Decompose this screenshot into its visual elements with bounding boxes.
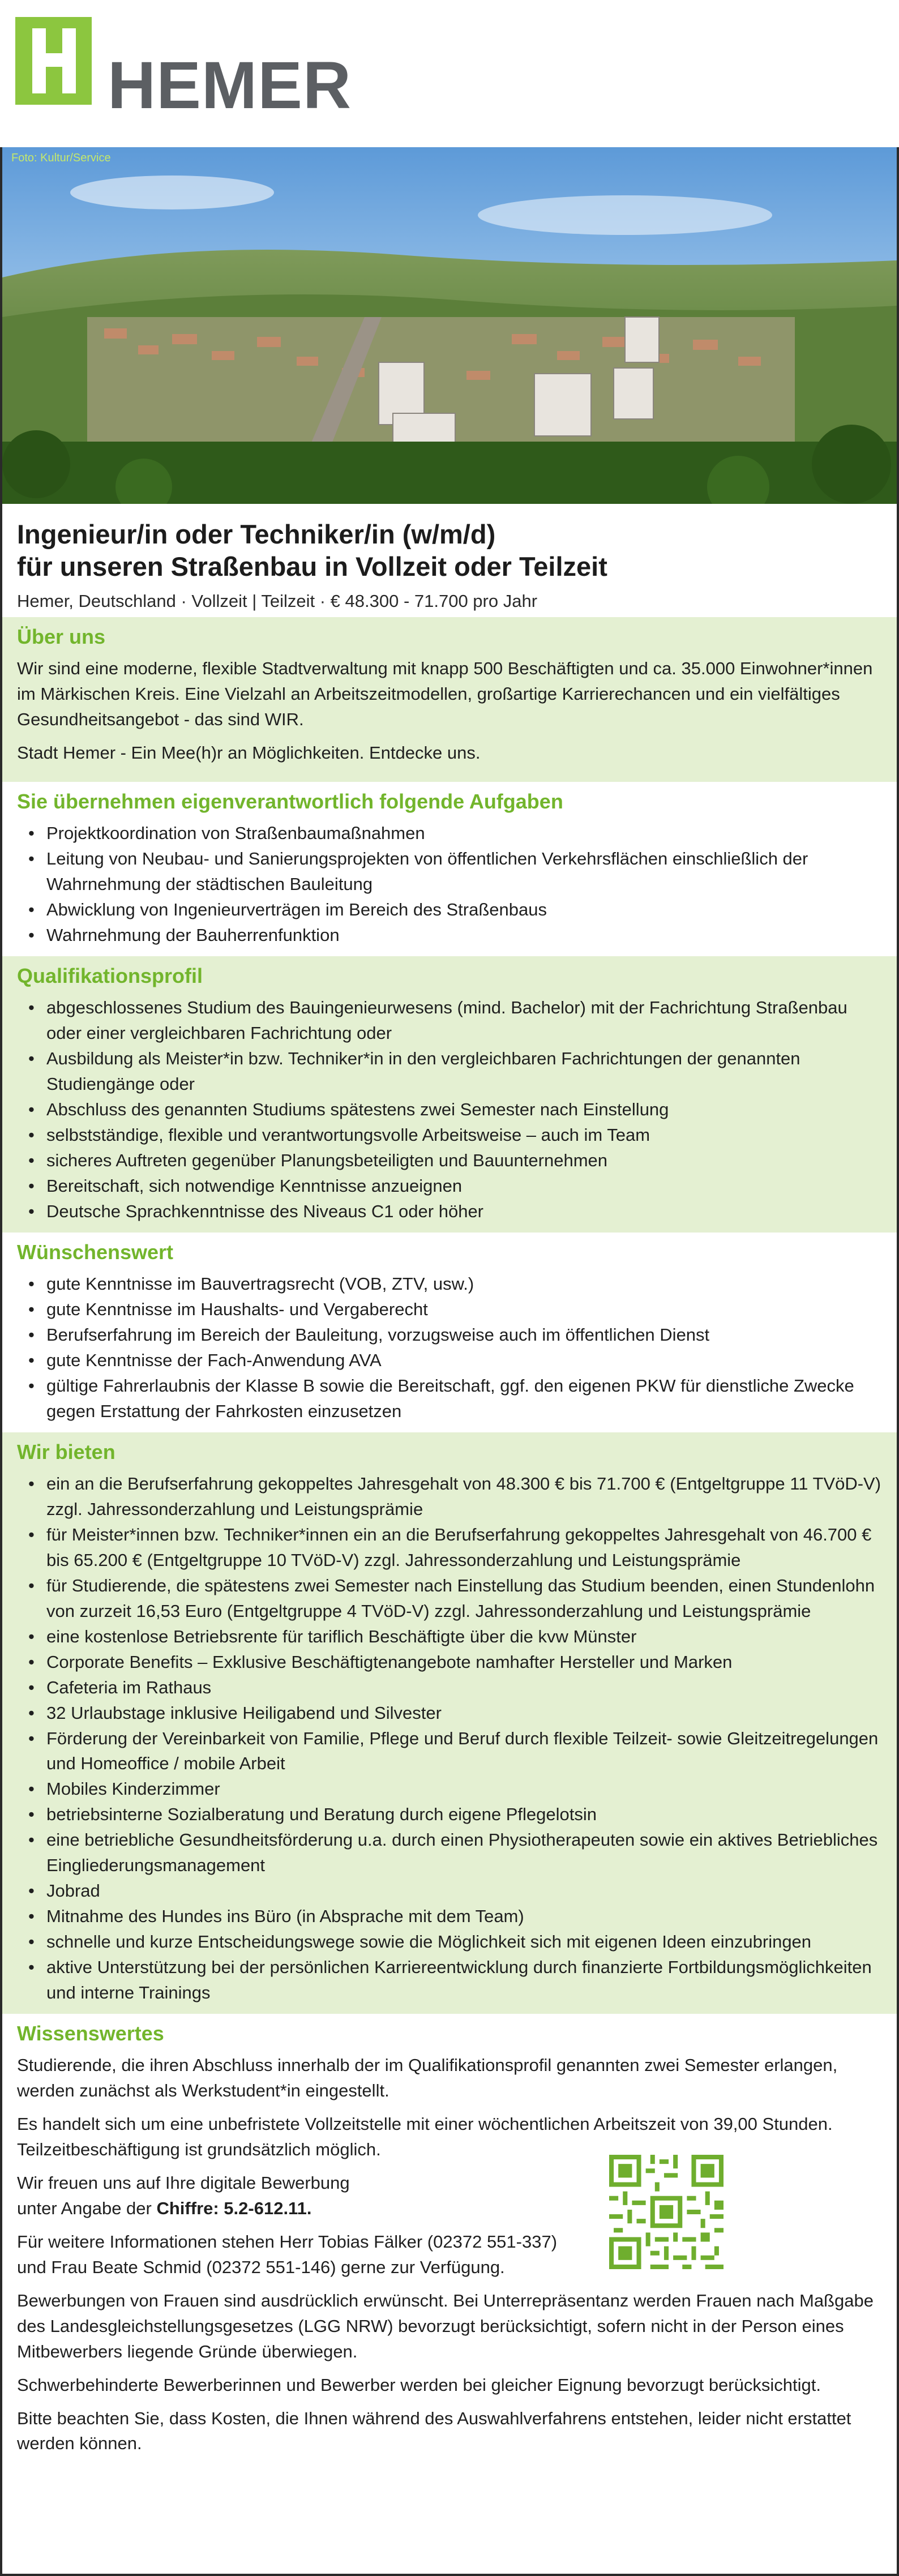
list-item: • Abwicklung von Ingenieurverträgen im Bereich des Straßenbaus (46, 897, 882, 923)
list-item: • Corporate Benefits – Exklusive Beschäftigtenangebote namhafter Hersteller und Marken (46, 1650, 882, 1675)
list-item: • gültige Fahrerlaubnis der Klasse B sowie die Bereitschaft, ggf. den eigenen PKW für dienstliche Zwecke gegen Erstattung der Fahrkosten einzusetzen (46, 1373, 882, 1424)
list-item: • Mitnahme des Hundes ins Büro (in Absprache mit dem Team) (46, 1904, 882, 1929)
section-heading: Wissenswertes (17, 2021, 164, 2045)
paragraph-equality: Bewerbungen von Frauen sind ausdrücklich erwünscht. Bei Unterrepräsentanz werden Frauen nach Maßgabe des Landesgleichstellungsgesetzes (LGG NRW) bevorzugt berücksichtigt, sofern nicht in der Person eines Mitbewerbers liegende Gründe überwiegen. (17, 2290, 874, 2361)
logo-wordmark: HEMER (108, 48, 352, 123)
list-item: • 32 Urlaubstage inklusive Heiligabend und Silvester (46, 1701, 882, 1726)
contact-info (17, 2230, 882, 2280)
list-item: • für Studierende, die spätestens zwei Semester nach Einstellung das Studium beenden, einen Stundenlohn von zurzeit 16,53 Euro (Entgeltgruppe 4 TVöD-V) zzgl. Jahressonderzahlung und Leistungsprämie (46, 1573, 882, 1624)
list-item: • für Meister*innen bzw. Techniker*innen ein an die Berufserfahrung gekoppeltes Jahresgehalt von 46.700 € bis 65.200 € (Entgeltgruppe 10 TVöD-V) zzgl. Jahressonderzahlung und Leistungsprämie (46, 1522, 882, 1573)
list-item: • Abschluss des genannten Studiums spätestens zwei Semester nach Einstellung (46, 1097, 882, 1123)
section-heading: Wünschenswert (17, 1240, 174, 1264)
list-item: • gute Kenntnisse im Haushalts- und Vergaberecht (46, 1297, 882, 1323)
application-block (17, 2171, 882, 2280)
section-wissenswertes (2, 2014, 897, 2473)
list-item: • betriebsinterne Sozialberatung und Beratung durch eigene Pflegelotsin (46, 1802, 882, 1828)
section-aufgaben (2, 782, 897, 956)
list-item: • Jobrad (46, 1878, 882, 1904)
application-instruction (17, 2171, 882, 2222)
apply-line-2: unter Angabe der (17, 2198, 157, 2218)
job-posting (2, 504, 897, 2574)
list-item: • Deutsche Sprachkenntnisse des Niveaus C1 oder höher (46, 1199, 882, 1225)
list-item: • eine kostenlose Betriebsrente für tariflich Beschäftigte über die kvw Münster (46, 1624, 882, 1650)
list-item: • Wahrnehmung der Bauherrenfunktion (46, 923, 882, 948)
section-ueber-uns (2, 617, 897, 782)
list-item: • Mobiles Kinderzimmer (46, 1777, 882, 1802)
list-item: • abgeschlossenes Studium des Bauingenieurwesens (mind. Bachelor) mit der Fachrichtung Straßenbau oder einer vergleichbaren Fachrichtung oder (46, 995, 882, 1046)
list-item: • Leitung von Neubau- und Sanierungsprojekten von öffentlichen Verkehrsflächen einschließlich der Wahrnehmung der städtischen Bauleitung (46, 846, 882, 897)
section-heading: Sie übernehmen eigenverantwortlich folgende Aufgaben (17, 789, 563, 813)
paragraph: Studierende, die ihren Abschluss innerhalb der im Qualifikationsprofil genannten zwei Semester erlangen, werden zunächst als Werkstudent*in eingestellt. (17, 2055, 838, 2101)
list-item: • Förderung der Vereinbarkeit von Familie, Pflege und Beruf durch flexible Teilzeit- sowie Gleitzeitregelungen und Homeoffice / mobile Arbeit (46, 1726, 882, 1777)
list-item: • ein an die Berufserfahrung gekoppeltes Jahresgehalt von 48.300 € bis 71.700 € (Entgeltgruppe 11 TVöD-V) zzgl. Jahressonderzahlung und Leistungsprämie (46, 1471, 882, 1522)
qualification-list (17, 995, 882, 1224)
list-item: • eine betriebliche Gesundheitsförderung u.a. durch einen Physiotherapeuten sowie ein aktives Betriebliches Eingliederungsmanagement (46, 1828, 882, 1878)
list-item: • aktive Unterstützung bei der persönlichen Karriereentwicklung durch finanzierte Fortbildungsmöglichkeiten und interne Trainings (46, 1955, 882, 2006)
section-heading: Über uns (17, 624, 106, 648)
section-heading: Wir bieten (17, 1440, 115, 1464)
list-item: • gute Kenntnisse der Fach-Anwendung AVA (46, 1348, 882, 1373)
list-item: • Projektkoordination von Straßenbaumaßnahmen (46, 821, 882, 846)
contact-line-1: Für weitere Informationen stehen Herr Tobias Fälker (02372 551-337) (17, 2231, 558, 2252)
section-qualifikation (2, 956, 897, 1233)
list-item: • schnelle und kurze Entscheidungswege sowie die Möglichkeit sich mit eigenen Ideen einzubringen (46, 1929, 882, 1955)
section-heading: Qualifikationsprofil (17, 964, 203, 987)
contact-line-2: und Frau Beate Schmid (02372 551-146) gerne zur Verfügung. (17, 2257, 505, 2277)
list-item: • selbstständige, flexible und verantwortungsvolle Arbeitsweise – auch im Team (46, 1123, 882, 1148)
qr-code-icon[interactable] (609, 2155, 724, 2269)
paragraph: Wir sind eine moderne, flexible Stadtverwaltung mit knapp 500 Beschäftigten und ca. 35.000 Einwohner*innen im Märkischen Kreis. Eine Vielzahl an Arbeitszeitmodellen, großartige Karrierechancen und ein vielfältiges Gesundheitsangebot - das sind WIR. (17, 658, 873, 729)
job-title (2, 504, 897, 583)
qr-code-graphic (609, 2155, 724, 2269)
list-item: • Ausbildung als Meister*in bzw. Techniker*in in den vergleichbaren Fachrichtungen der genannten Studiengänge oder (46, 1046, 882, 1097)
apply-line-1: Wir freuen uns auf Ihre digitale Bewerbung (17, 2173, 350, 2193)
benefits-list (17, 1471, 882, 2006)
paragraph: Es handelt sich um eine unbefristete Vollzeitstelle mit einer wöchentlichen Arbeitszeit von 39,00 Stunden. Teilzeitbeschäftigung ist grundsätzlich möglich. (17, 2114, 833, 2160)
list-item: • sicheres Auftreten gegenüber Planungsbeteiligten und Bauunternehmen (46, 1148, 882, 1174)
desirable-list (17, 1272, 882, 1424)
chiffre-code: Chiffre: 5.2-612.11. (156, 2198, 312, 2218)
job-title-line-1: Ingenieur/in oder Techniker/in (w/m/d) (17, 519, 496, 549)
section-wir-bieten (2, 1432, 897, 2014)
header (0, 0, 899, 147)
photo-credit: Foto: Kultur/Service (11, 152, 111, 164)
town-aerial-photo (2, 147, 897, 504)
list-item: • Cafeteria im Rathaus (46, 1675, 882, 1701)
paragraph: Stadt Hemer - Ein Mee(h)r an Möglichkeiten. Entdecke uns. (17, 742, 481, 763)
section-wuenschenswert (2, 1233, 897, 1432)
list-item: • Bereitschaft, sich notwendige Kenntnisse anzueignen (46, 1174, 882, 1199)
job-meta: Hemer, Deutschland · Vollzeit | Teilzeit · € 48.300 - 71.700 pro Jahr (17, 590, 538, 611)
paragraph-disability: Schwerbehinderte Bewerberinnen und Bewerber werden bei gleicher Eignung bevorzugt berücksichtigt. (17, 2374, 821, 2395)
job-title-line-2: für unseren Straßenbau in Vollzeit oder Teilzeit (17, 551, 607, 581)
list-item: • gute Kenntnisse im Bauvertragsrecht (VOB, ZTV, usw.) (46, 1272, 882, 1297)
aerial-photo-illustration (2, 147, 897, 504)
task-list (17, 821, 882, 948)
list-item: • Berufserfahrung im Bereich der Bauleitung, vorzugsweise auch im öffentlichen Dienst (46, 1323, 882, 1348)
paragraph-costs: Bitte beachten Sie, dass Kosten, die Ihnen während des Auswahlverfahrens entstehen, leider nicht erstattet werden können. (17, 2408, 851, 2454)
hemer-logo-icon (15, 17, 92, 105)
